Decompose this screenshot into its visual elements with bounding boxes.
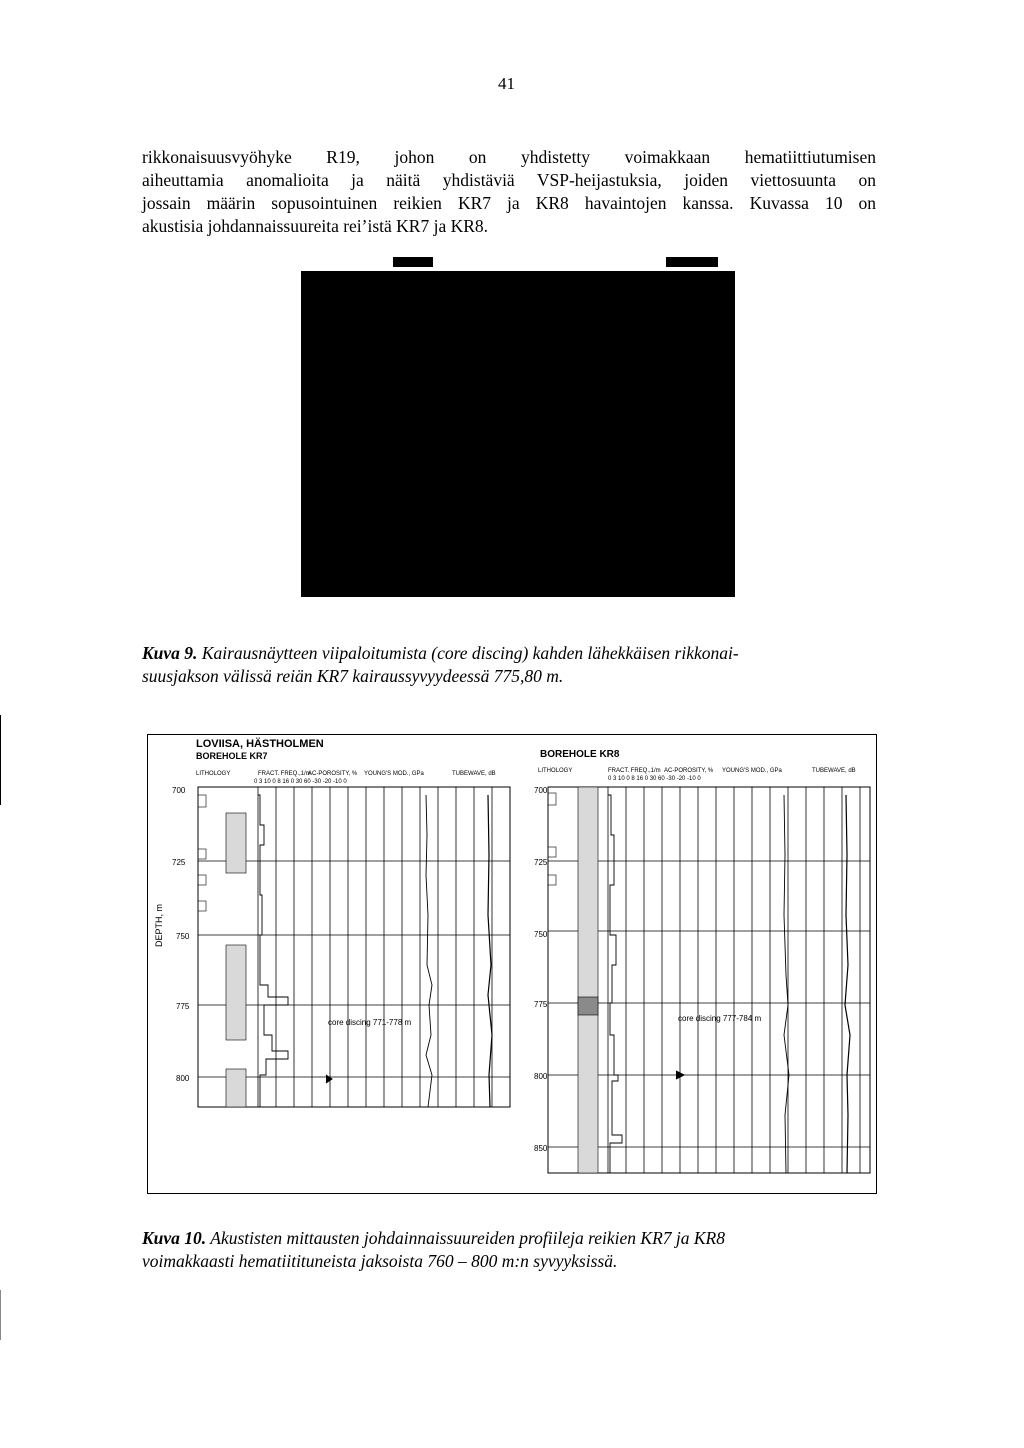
kr8-lithology-column — [548, 787, 598, 1173]
kr8-tubewave-curve — [845, 795, 850, 1173]
figure10-caption-text2: voimakkaasti hematiitituneista jaksoista 760 – 800 m:n syvyyksissä. — [142, 1251, 618, 1271]
kr8-grid-verticals — [608, 787, 860, 1173]
kr7-col-youngs: YOUNG'S MOD., GPa — [364, 771, 424, 777]
kr7-col-tubewave: TUBEWAVE, dB — [452, 771, 496, 777]
photo-left-border — [281, 257, 301, 597]
figure9-caption-text2: suusjakson välissä reiän KR7 kairaussyvyydeessä 775,80 m. — [142, 666, 564, 686]
kr7-depth-800: 800 — [176, 1074, 190, 1083]
kr7-fract-freq-curve — [258, 795, 288, 1107]
kr7-scale: 0 3 10 0 8 16 0 30 60 -30 -20 -10 0 — [254, 779, 347, 785]
kr7-lithology-column — [198, 795, 246, 1107]
kr7-grid-verticals — [258, 787, 492, 1107]
figure9-label: Kuva 9. — [142, 643, 198, 663]
kr7-depth-labels — [172, 786, 190, 1083]
kr8-depth-labels — [534, 786, 548, 1153]
kr7-youngs-curve — [426, 795, 432, 1107]
kr8-depth-800: 800 — [534, 1072, 548, 1081]
kr7-depth-775: 775 — [176, 1002, 190, 1011]
kr7-depth-700: 700 — [172, 786, 186, 795]
kr8-depth-700: 700 — [534, 786, 548, 795]
kr8-depth-775: 775 — [534, 1000, 548, 1009]
kr8-col-tubewave: TUBEWAVE, dB — [812, 768, 856, 774]
kr8-depth-725: 725 — [534, 858, 548, 867]
kr7-site-title: LOVIISA, HÄSTHOLMEN — [196, 738, 324, 750]
kr7-depth-725: 725 — [172, 858, 186, 867]
kr8-annotation: core discing 777-784 m — [678, 1014, 762, 1023]
kr7-annotation: core discing 771-778 m — [328, 1018, 412, 1027]
figure9-caption-text1: Kairausnäytteen viipaloitumista (core discing) kahden lähekkäisen rikkonai- — [201, 643, 739, 663]
kr8-col-lithology: LITHOLOGY — [538, 768, 573, 774]
kr7-tubewave-curve — [488, 795, 492, 1107]
depth-axis-label: DEPTH, m — [154, 903, 164, 947]
kr8-col-porosity: AC-POROSITY, % — [664, 768, 714, 774]
kr8-col-fract: FRACT. FREQ.,1/m — [608, 768, 661, 774]
figure10-caption — [142, 1227, 878, 1273]
kr8-depth-850: 850 — [534, 1144, 548, 1153]
core-discing-photo — [281, 257, 735, 597]
figure9-caption — [142, 642, 878, 688]
scan-edge-mark — [0, 1290, 1, 1340]
photo-top-border — [281, 257, 735, 271]
kr8-depth-750: 750 — [534, 930, 548, 939]
kr8-scale: 0 3 10 0 8 16 0 30 60 -30 -20 -10 0 — [608, 776, 701, 782]
kr8-col-youngs: YOUNG'S MOD., GPa — [722, 768, 782, 774]
figure10-caption-text1: Akustisten mittausten johdainnaissuureiden profiileja reikien KR7 ja KR8 — [210, 1228, 725, 1248]
kr7-col-porosity: AC-POROSITY, % — [308, 771, 358, 777]
kr7-col-fract: FRACT. FREQ.,1/m — [258, 771, 311, 777]
figure10-label: Kuva 10. — [142, 1228, 207, 1248]
photo-notch — [666, 257, 718, 267]
figure10-logs — [147, 734, 877, 1194]
paragraph-line: aiheuttamia anomalioita ja näitä yhdistäviä VSP-heijastuksia, joiden viettosuunta on — [142, 170, 876, 190]
kr7-title: BOREHOLE KR7 — [196, 751, 268, 761]
paragraph-line: akustisia johdannaissuureita rei’istä KR7 ja KR8. — [142, 216, 489, 236]
well-log-plot — [148, 735, 876, 1193]
scan-edge-mark — [0, 715, 1, 805]
kr7-fracture-marker — [326, 1075, 332, 1083]
paragraph-line: rikkonaisuusvyöhyke R19, johon on yhdistetty voimakkaan hematiittiutumisen — [142, 147, 876, 167]
kr8-fract-freq-curve — [608, 795, 622, 1173]
kr8-title: BOREHOLE KR8 — [540, 749, 620, 760]
photo-notch — [393, 257, 433, 267]
body-paragraph — [142, 146, 876, 238]
kr7-depth-750: 750 — [176, 932, 190, 941]
paragraph-line: jossain määrin sopusointuinen reikien KR7 ja KR8 havaintojen kanssa. Kuvassa 10 on — [142, 193, 876, 213]
page-number: 41 — [498, 74, 515, 93]
kr7-col-lithology: LITHOLOGY — [196, 771, 231, 777]
